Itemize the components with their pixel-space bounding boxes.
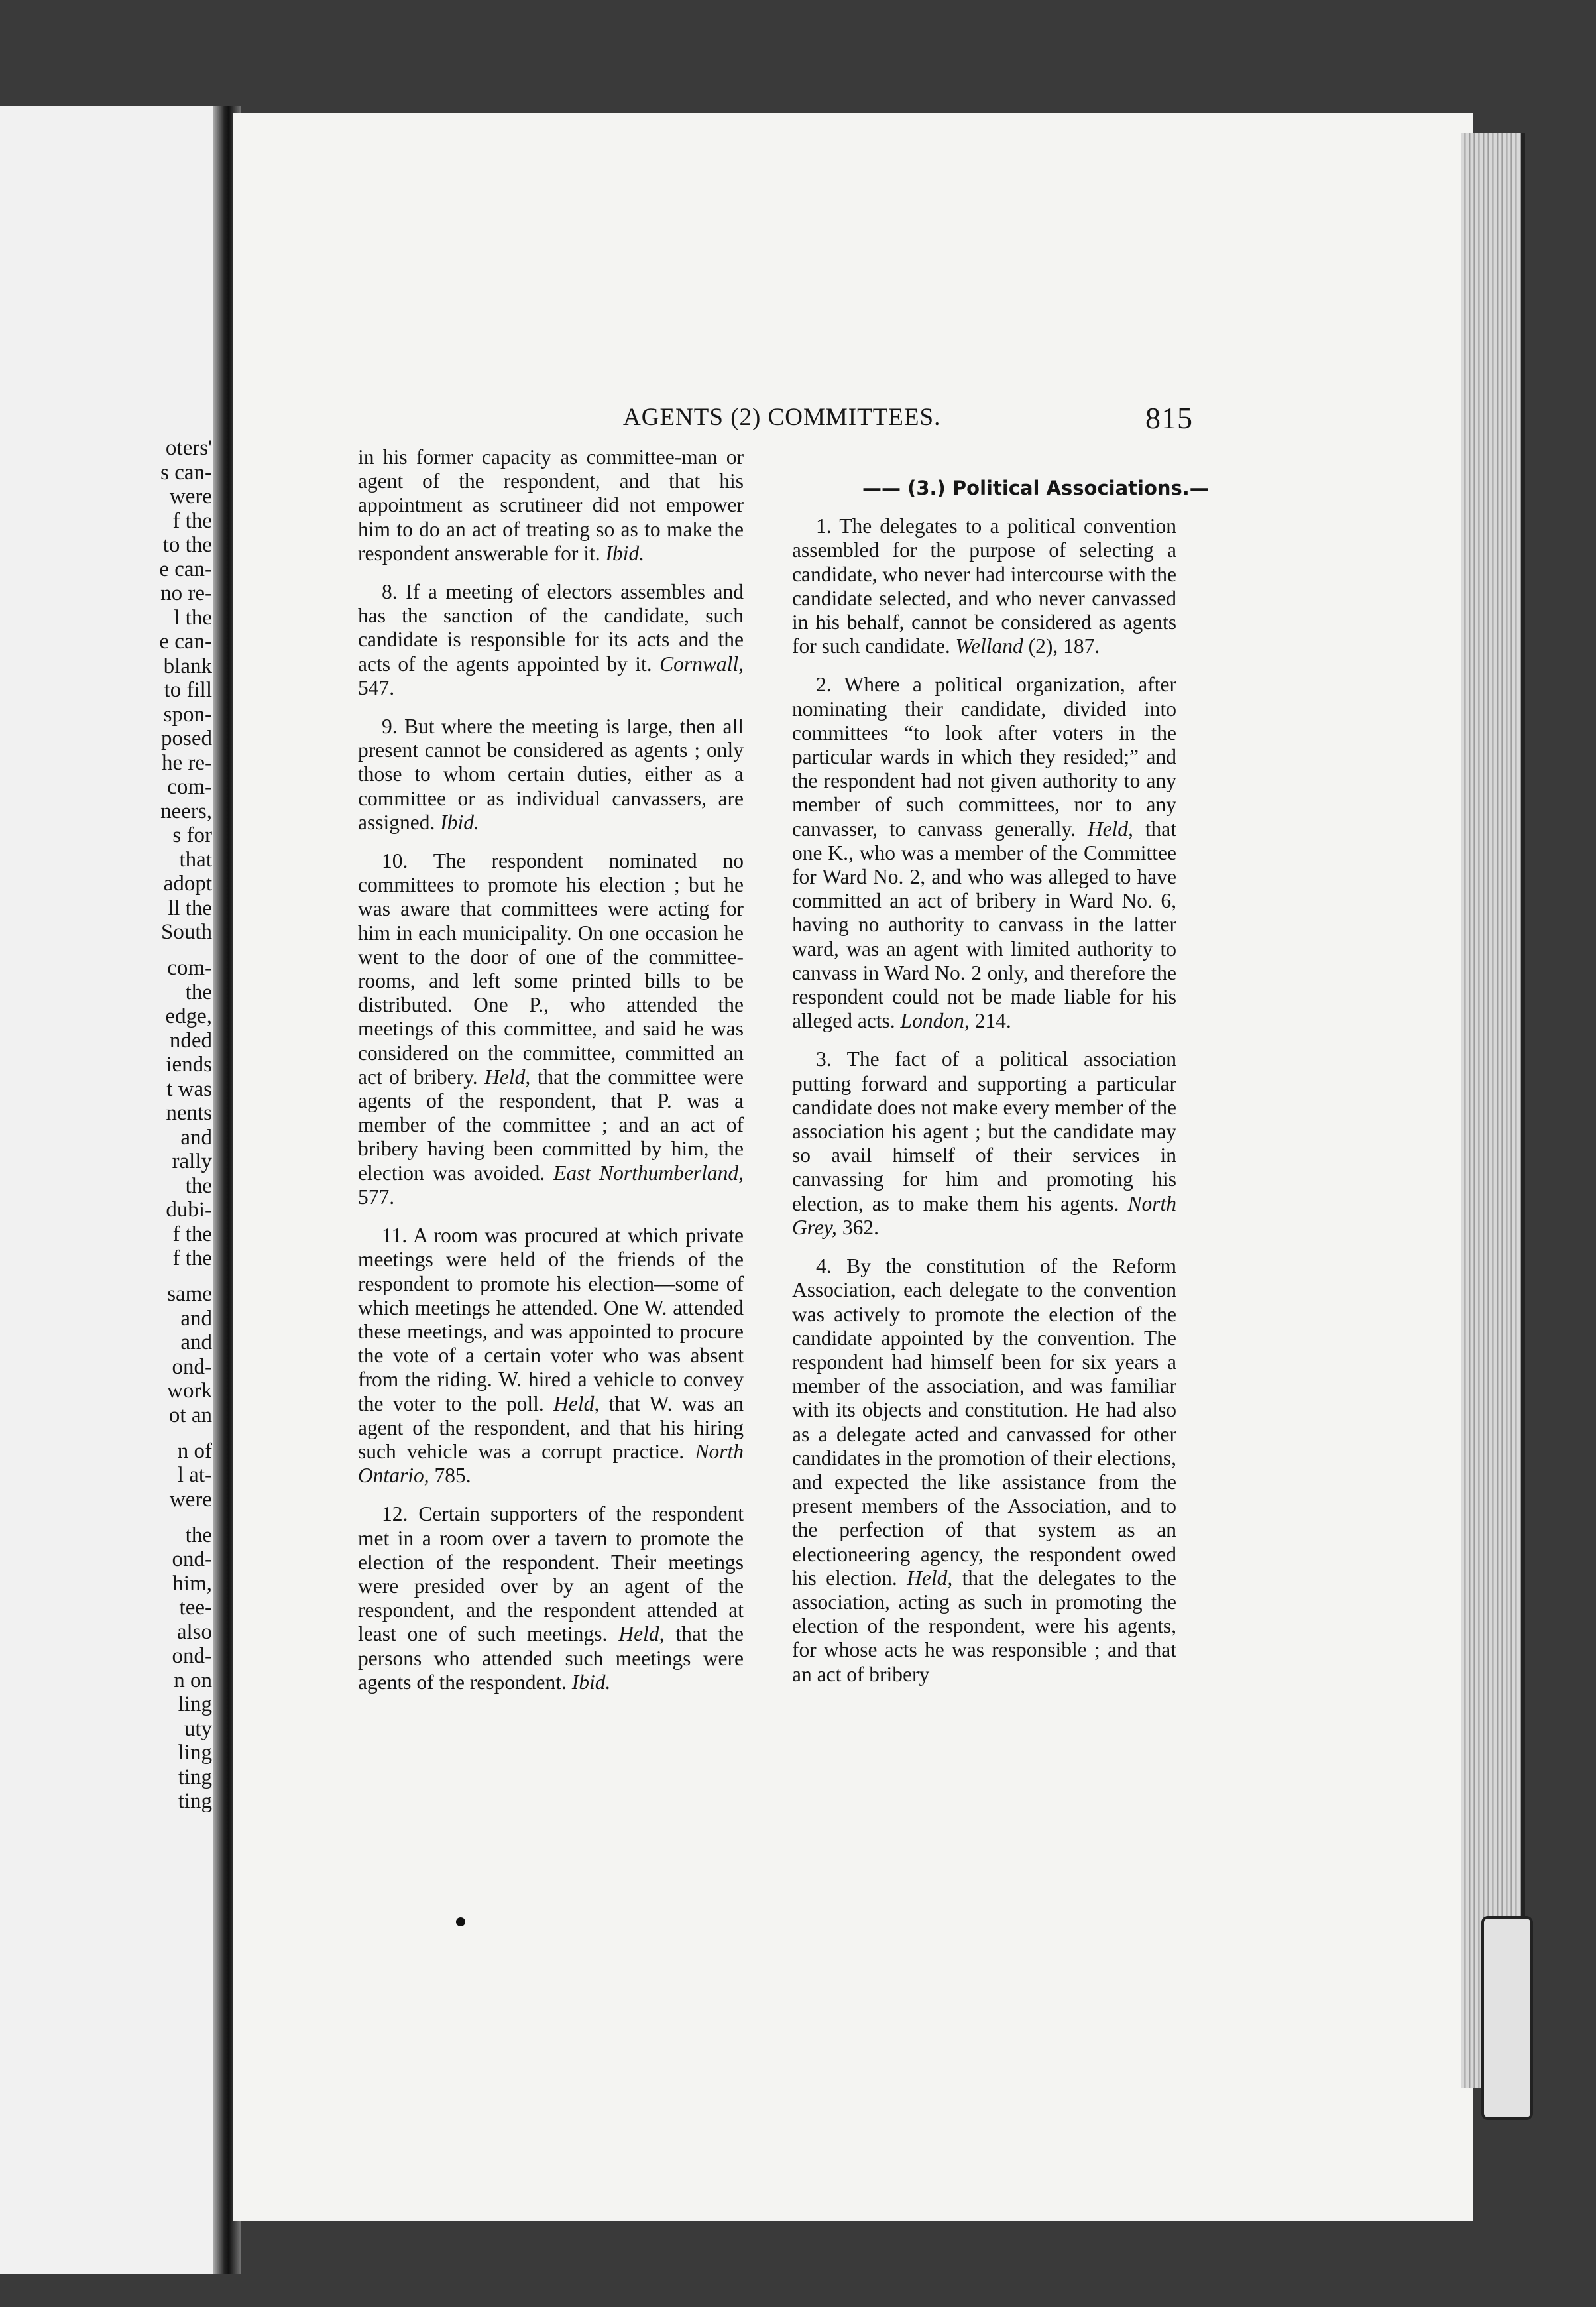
left-page-line: dubi- xyxy=(166,1198,212,1222)
case-citation: Ibid. xyxy=(571,1670,611,1694)
page-number: 815 xyxy=(1145,401,1193,435)
paragraph xyxy=(358,1224,744,1488)
citation-reference: 785. xyxy=(429,1464,471,1488)
case-citation: London, xyxy=(900,1009,970,1033)
paragraph-text-continued: 547. xyxy=(358,676,395,699)
left-page-line: nents xyxy=(166,1101,212,1125)
page-edge-tab xyxy=(1481,1916,1533,2120)
paragraph-text: 1. The delegates to a political convention assembled for the purpose of selecting a candidate, who never had intercourse with the candidate selected, and who never canvassed in his behalf, cannot be considered as agents for such candidate. xyxy=(792,514,1176,658)
left-page-line: ling xyxy=(178,1741,212,1765)
running-title: AGENTS (2) COMMITTEES. xyxy=(623,404,941,431)
left-page-line: com- xyxy=(167,775,212,799)
left-page-line: to fill xyxy=(164,678,212,702)
section-subheading: —— (3.) Political Associations.— xyxy=(862,477,1209,499)
left-page-line: were xyxy=(169,1487,212,1511)
left-page-line: l at- xyxy=(177,1463,212,1487)
paragraph-text-continued: (2), 187. xyxy=(1023,634,1100,658)
left-page-line: oters' xyxy=(165,436,212,460)
case-citation: Held, xyxy=(907,1566,953,1590)
citation-reference: 577. xyxy=(358,1185,395,1209)
left-page-line: same xyxy=(167,1282,212,1306)
paragraph xyxy=(792,1254,1176,1686)
paragraph-text: 11. A room was procured at which private meetings were held of the friends of the respondent to promote his election—some of which meetings he attended. One W. attended these meetings, and was appointed to procure the vote of a certain voter who was absent from the riding. W. hired a vehicle to convey the voter to the poll. xyxy=(358,1224,744,1415)
paragraph-text: in his former capacity as committee-man or agent of the respondent, and that his appointment as scrutineer did not empower him to do an act of treating so as to make the respondent answerable for it. xyxy=(358,445,744,565)
paragraph-text: 3. The fact of a political association putting forward and supporting a particular candidate does not make every member of the association his agent ; but the candidate may so avail himself of their services in canvassing for him and promoting his election, as to make them his agents. xyxy=(792,1047,1176,1215)
case-citation: Welland xyxy=(955,634,1023,658)
paragraph-text-continued: that the committee were agents of the respondent, that P. was a member of the committee ; and an act of bribery having been committed by him, the election was avoided. xyxy=(358,1065,744,1185)
left-page-line: the xyxy=(185,980,212,1004)
left-page-line: work xyxy=(167,1379,212,1403)
case-citation: Ibid. xyxy=(440,810,479,834)
paragraph-text: 2. Where a political organization, after nominating their candidate, divided into committees “to look after voters in the particular wards in which they resided;” and the respondent had not given authority to any member of such committees, nor to any canvasser, to canvass generally. xyxy=(792,673,1176,841)
text-column-right xyxy=(792,476,1209,1701)
case-citation: Held, xyxy=(1087,817,1133,841)
paragraph xyxy=(358,849,744,1209)
left-page-line: neers, xyxy=(160,799,212,823)
paragraph xyxy=(792,514,1176,658)
left-page-text-fragments xyxy=(0,436,212,1814)
paragraph xyxy=(358,1502,744,1694)
left-page-line: spon- xyxy=(163,702,212,727)
left-page-line: t was xyxy=(166,1077,212,1101)
left-page-line: posed xyxy=(161,727,212,750)
paragraph-text: 10. The respondent nominated no committees to promote his election ; but he was aware that committees were acting for him in each municipality. On one occasion he went to the door of one of the committee-rooms, and left some printed bills to be distributed. One P., who attended the meetings of this committee, and said he was considered on the committee, committed an act of bribery. xyxy=(358,849,744,1089)
left-page-line: n of xyxy=(177,1439,212,1463)
left-page-line: iends xyxy=(166,1053,212,1077)
running-header xyxy=(623,403,1193,436)
left-page-line: ond- xyxy=(172,1354,212,1379)
paragraph-text-continued: that the delegates to the association, acting as such in promoting the election of the respondent, were his agents, for whose acts he was responsible ; and that an act of bribery xyxy=(792,1566,1177,1686)
case-citation: Held, xyxy=(618,1622,665,1646)
paragraph-text-continued: that W. was an agent of the respondent, and that his hiring such vehicle was a corrupt practice. xyxy=(358,1391,744,1463)
left-page-line: e can- xyxy=(159,557,212,581)
paragraph xyxy=(792,1047,1176,1240)
left-page-line: him, xyxy=(172,1571,212,1596)
left-page-line: that xyxy=(179,847,212,872)
left-page-line: were xyxy=(169,485,212,508)
left-page-line: ot an xyxy=(168,1403,212,1427)
paragraph-text: 12. Certain supporters of the respondent met in a room over a tavern to promote the election of the respondent. Their meetings were presided over by an agent of the respondent, and the respondent attended at least one of such meetings. xyxy=(358,1502,744,1646)
left-page-line: rally xyxy=(172,1150,212,1173)
case-citation: North Grey, xyxy=(792,1191,1177,1239)
left-page-line: uty xyxy=(184,1716,212,1741)
left-page-line: to the xyxy=(162,533,212,557)
left-page-line: edge, xyxy=(165,1004,212,1028)
left-page-line: ling xyxy=(178,1692,212,1716)
page-edges xyxy=(1461,133,1525,2088)
left-page-line: ond- xyxy=(172,1644,212,1668)
left-page-line: f the xyxy=(172,508,212,533)
left-page-line: and xyxy=(180,1306,212,1331)
left-page-line: f the xyxy=(172,1246,212,1270)
case-citation: Ibid. xyxy=(605,541,645,565)
case-citation: Held, xyxy=(484,1065,531,1089)
left-page-line: and xyxy=(180,1125,212,1150)
paragraph-text-continued: 362. xyxy=(836,1215,879,1239)
left-page-line: s for xyxy=(172,823,212,847)
left-page-line: tee- xyxy=(179,1596,212,1620)
left-page-line: n on xyxy=(174,1668,212,1692)
left-page-line: nded xyxy=(169,1028,212,1053)
paragraph xyxy=(358,715,744,835)
left-page-line: com- xyxy=(167,956,212,980)
left-page-line: South xyxy=(160,920,212,944)
left-page-line: blank xyxy=(163,654,212,678)
paragraph xyxy=(358,445,744,565)
left-page-line: no re- xyxy=(160,581,212,605)
left-page-line: f the xyxy=(172,1222,212,1246)
case-citation: North Ontario, xyxy=(358,1439,744,1488)
left-page-line: he re- xyxy=(161,750,212,775)
left-facing-page xyxy=(0,106,219,2274)
left-page-line: the xyxy=(185,1173,212,1198)
left-page-line: and xyxy=(180,1331,212,1354)
citation-reference: 214. xyxy=(969,1009,1011,1033)
ink-dot xyxy=(456,1917,465,1926)
left-page-line: ting xyxy=(178,1789,212,1813)
paragraph xyxy=(792,673,1176,1033)
paragraph-text: 8. If a meeting of electors assembles and has the sanction of the candidate, such candidate is responsible for its acts and the acts of the agents appointed by it. xyxy=(358,580,744,676)
left-page-line: ll the xyxy=(168,896,212,920)
left-page-line: l the xyxy=(174,605,212,630)
left-page-line: ting xyxy=(178,1765,212,1789)
left-page-line: adopt xyxy=(163,872,212,896)
paragraph-text-continued: that the persons who attended such meetings were agents of the respondent. xyxy=(358,1622,744,1694)
left-page-line: s can- xyxy=(160,460,212,485)
left-page-line: ond- xyxy=(172,1547,212,1571)
paragraph-text: 4. By the constitution of the Reform Association, each delegate to the convention was actively to promote the election of the candidate appointed by the convention. The respondent had himself been for six years a member of the association, and was familiar with its objects and constitution. He had also as a delegate acted and canvassed for other candidates in the promotion of their elections, and expected the like assistance from the present members of the Association, and to the perfection of that system as an electioneering agency, the respondent owed his election. xyxy=(792,1254,1176,1590)
left-page-line: e can- xyxy=(159,630,212,654)
case-citation: Held, xyxy=(553,1391,600,1415)
case-citation: Cornwall, xyxy=(659,652,744,676)
text-column-left xyxy=(358,445,744,1709)
paragraph-text-continued: that one K., who was a member of the Committee for Ward No. 2, and who was alleged to have committed an act of bribery in Ward No. 6, having no authority to canvass in the latter ward, was an agent with limited authority to canvass in Ward No. 2 only, and therefore the respondent could not be made liable for his alleged acts. xyxy=(792,817,1176,1033)
paragraph xyxy=(358,580,744,700)
left-page-line: the xyxy=(185,1523,212,1547)
case-citation: East Northumberland, xyxy=(553,1161,744,1185)
paragraph-text: 9. But where the meeting is large, then all present cannot be considered as agents ; only those to whom certain duties, either as a committee or as individual canvassers, are assigned. xyxy=(358,715,744,834)
left-page-line: also xyxy=(176,1620,212,1644)
